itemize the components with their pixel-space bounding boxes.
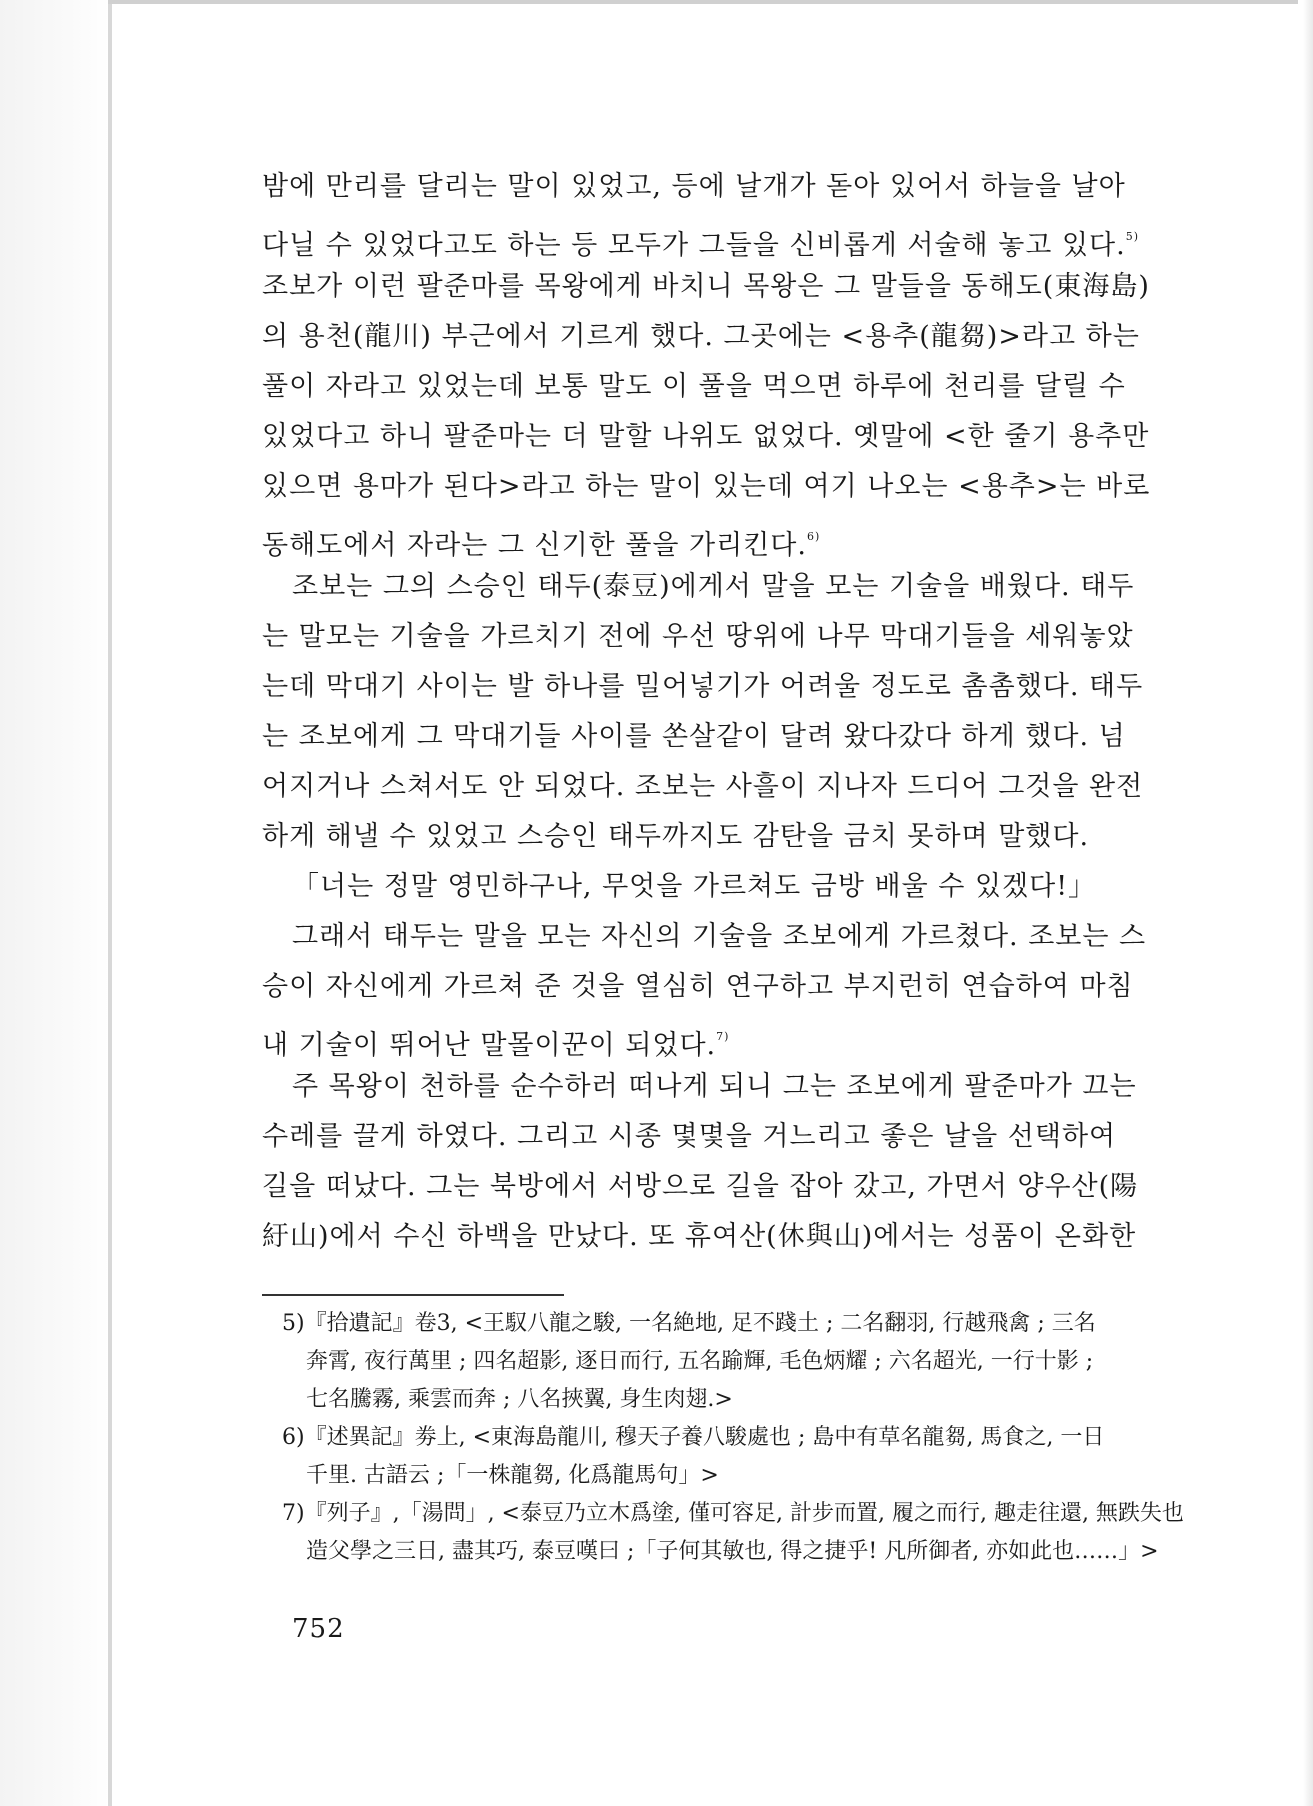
- footnote-ref[interactable]: 7): [716, 1030, 730, 1043]
- text-line: 조보는 그의 스승인 태두(泰豆)에게서 말을 모는 기술을 배웠다. 태두: [292, 571, 1135, 602]
- main-text: [262, 162, 1174, 1262]
- page-left-edge: [108, 0, 112, 1806]
- text-line: 내 기술이 뛰어난 말몰이꾼이 되었다.$^{7)}$: [262, 1030, 730, 1061]
- text-line: 수레를 끌게 하였다. 그리고 시종 몇몇을 거느리고 좋은 날을 선택하여: [262, 1121, 1117, 1152]
- text-line: 는 조보에게 그 막대기들 사이를 쏜살같이 달려 왔다갔다 하게 했다. 넘: [262, 721, 1126, 752]
- text-line: 는데 막대기 사이는 발 하나를 밀어넣기가 어려울 정도로 촘촘했다. 태두: [262, 671, 1144, 702]
- footnote-line: 6)『述異記』劵上, <東海島龍川, 穆天子養八駿處也 ; 島中有草名龍芻, 馬食之, 一日: [282, 1425, 1105, 1450]
- page-gutter-shadow: [0, 0, 110, 1806]
- footnote-separator: [262, 1294, 564, 1296]
- page-right-edge: [1303, 0, 1313, 1806]
- footnote-ref[interactable]: 6): [806, 530, 821, 543]
- footnote-line: 造父學之三日, 盡其巧, 泰豆嘆曰 ;「子何其敏也, 得之捷乎! 凡所御者, 亦如此也……」>: [306, 1539, 1159, 1564]
- text-line: 승이 자신에게 가르쳐 준 것을 열심히 연구하고 부지런히 연습하여 마침: [262, 971, 1134, 1002]
- footnote-line: 千里. 古語云 ;「一株龍芻, 化爲龍馬句」>: [306, 1463, 719, 1488]
- footnote-line: 七名騰霧, 乘雲而奔 ; 八名挾翼, 身生肉翅.>: [306, 1387, 733, 1412]
- text-line: 紆山)에서 수신 하백을 만났다. 또 휴여산(休與山)에서는 성품이 온화한: [262, 1221, 1137, 1252]
- text-line: 있었다고 하니 팔준마는 더 말할 나위도 없었다. 옛말에 <한 줄기 용추만: [262, 421, 1150, 452]
- text-line: 그래서 태두는 말을 모는 자신의 기술을 조보에게 가르쳤다. 조보는 스: [292, 921, 1147, 952]
- text-line: 의 용천(龍川) 부근에서 기르게 했다. 그곳에는 <용추(龍芻)>라고 하는: [262, 321, 1140, 352]
- text-line: 주 목왕이 천하를 순수하러 떠나게 되니 그는 조보에게 팔준마가 끄는: [292, 1071, 1137, 1102]
- text-line: 풀이 자라고 있었는데 보통 말도 이 풀을 먹으면 하루에 천리를 달릴 수: [262, 371, 1126, 402]
- text-line: 밤에 만리를 달리는 말이 있었고, 등에 날개가 돋아 있어서 하늘을 날아: [262, 171, 1126, 202]
- text-line: 하게 해낼 수 있었고 스승인 태두까지도 감탄을 금치 못하며 말했다.: [262, 821, 1090, 852]
- text-line: 는 말모는 기술을 가르치기 전에 우선 땅위에 나무 막대기들을 세워놓았: [262, 621, 1134, 652]
- footnote-ref[interactable]: 5): [1125, 230, 1139, 243]
- footnotes: [282, 1305, 1182, 1571]
- text-line: 동해도에서 자라는 그 신기한 풀을 가리킨다.$^{6)}$: [262, 530, 821, 561]
- text-line: 조보가 이런 팔준마를 목왕에게 바치니 목왕은 그 말들을 동해도(東海島): [262, 271, 1150, 302]
- footnote-line: 5)『拾遺記』卷3, <王馭八龍之駿, 一名絶地, 足不踐土 ; 二名翻羽, 行越飛禽 ; 三名: [282, 1311, 1096, 1336]
- text-line: 어지거나 스쳐서도 안 되었다. 조보는 사흘이 지나자 드디어 그것을 완전: [262, 771, 1144, 802]
- page-number: 752: [292, 1614, 345, 1644]
- page-top-edge: [108, 0, 1298, 4]
- text-line: 다닐 수 있었다고도 하는 등 모두가 그들을 신비롭게 서술해 놓고 있다.$^{5)}$: [262, 230, 1139, 261]
- footnote-line: 奔霄, 夜行萬里 ; 四名超影, 逐日而行, 五名踰輝, 毛色炳耀 ; 六名超光, 一行十影 ;: [306, 1349, 1094, 1374]
- text-line: 있으면 용마가 된다>라고 하는 말이 있는데 여기 나오는 <용추>는 바로: [262, 471, 1151, 502]
- text-line: 길을 떠났다. 그는 북방에서 서방으로 길을 잡아 갔고, 가면서 양우산(陽: [262, 1171, 1139, 1202]
- footnote-line: 7)『列子』,「湯問」, <泰豆乃立木爲塗, 僅可容足, 計步而置, 履之而行, 趣走往還, 無跌失也: [282, 1501, 1184, 1526]
- quote-line: 「너는 정말 영민하구나, 무엇을 가르쳐도 금방 배울 수 있겠다!」: [292, 871, 1097, 902]
